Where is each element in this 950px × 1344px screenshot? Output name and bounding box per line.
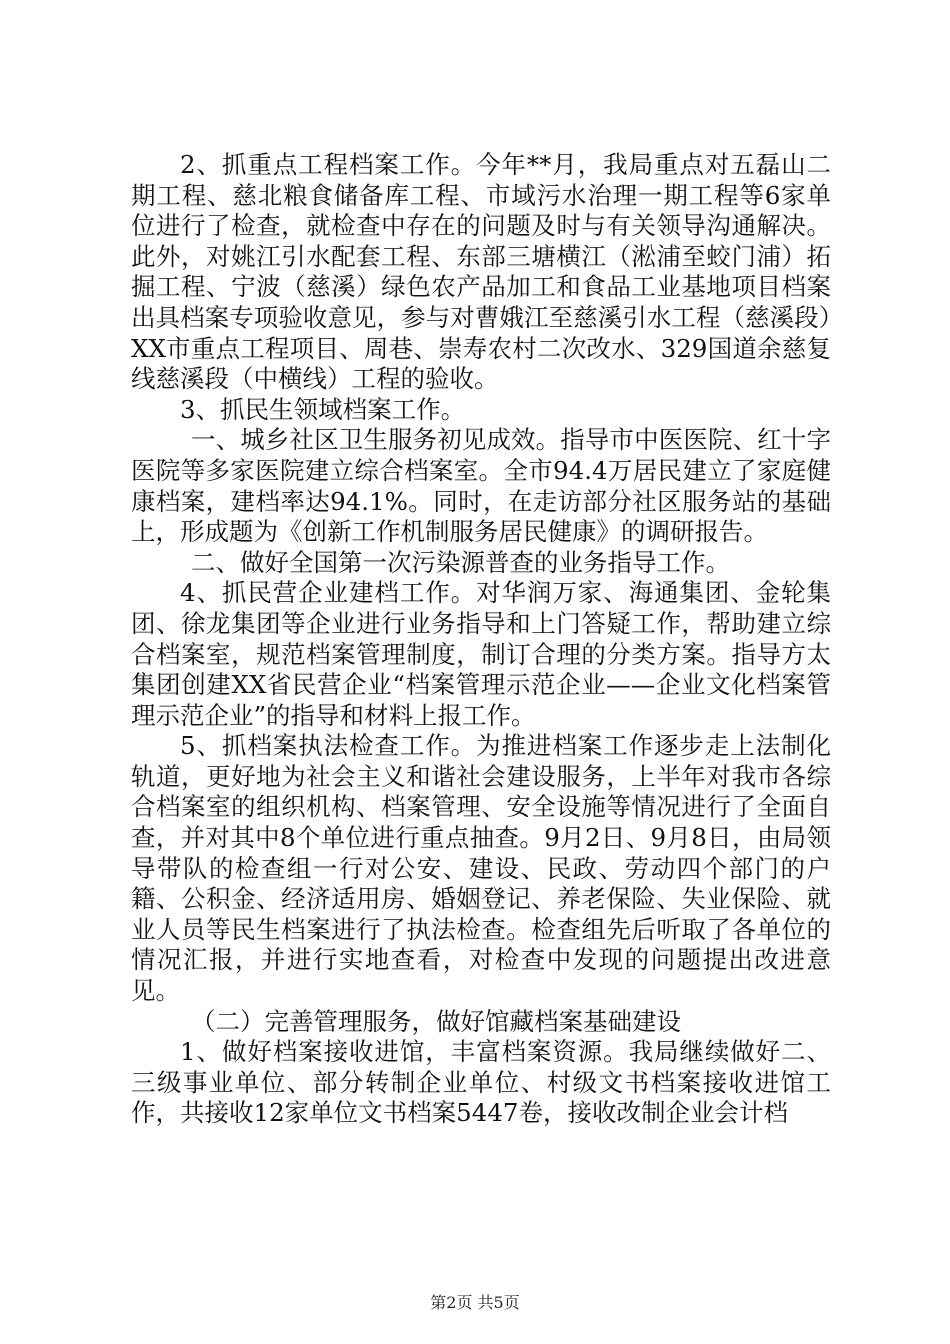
paragraph-pollution-census: 二、做好全国第一次污染源普查的业务指导工作。 [191,547,730,577]
document-body [131,150,831,1129]
paragraph-law-enforcement: 5、抓档案执法检查工作。为推进档案工作逐步走上法制化轨道，更好地为社会主义和谐社会建设服务，上半年对我市各综合档案室的组织机构、档案管理、安全设施等情况进行了全面自查，并对其中8个单位进行重点抽查。9月2日、9月8日，由局领导带队的检查组一行对公安、建设、民政、劳动四个部门的户籍、公积金、经济适用房、婚姻登记、养老保险、失业保险、就业人员等民生档案进行了执法检查。检查组先后听取了各单位的情况汇报，并进行实地查看，对检查中发现的问题提出改进意见。 [131,731,831,1006]
paragraph-livelihood-heading: 3、抓民生领域档案工作。 [180,394,466,424]
paragraph-private-enterprise: 4、抓民营企业建档工作。对华润万家、海通集团、金轮集团、徐龙集团等企业进行业务指导和上门答疑工作，帮助建立综合档案室，规范档案管理制度，制订合理的分类方案。指导方太集团创建XX省民营企业“档案管理示范企业——企业文化档案管理示范企业”的指导和材料上报工作。 [131,578,831,730]
section-heading-management: （二）完善管理服务，做好馆藏档案基础建设 [191,1006,681,1036]
paragraph-community-health: 一、城乡社区卫生服务初见成效。指导市中医医院、红十字医院等多家医院建立综合档案室。全市94.4万居民建立了家庭健康档案，建档率达94.1%。同时，在走访部分社区服务站的基础上，形成题为《创新工作机制服务居民健康》的调研报告。 [131,425,831,547]
paragraph-key-projects: 2、抓重点工程档案工作。今年**月，我局重点对五磊山二期工程、慈北粮食储备库工程、市域污水治理一期工程等6家单位进行了检查，就检查中存在的问题及时与有关领导沟通解决。此外，对姚江引水配套工程、东部三塘横江（淞浦至蛟门浦）拓掘工程、宁波（慈溪）绿色农产品加工和食品工业基地项目档案出具档案专项验收意见，参与对曹娥江至慈溪引水工程（慈溪段）XX市重点工程项目、周巷、崇寿农村二次改水、329国道余慈复线慈溪段（中横线）工程的验收。 [131,150,831,394]
paragraph-archive-intake: 1、做好档案接收进馆，丰富档案资源。我局继续做好二、三级事业单位、部分转制企业单位、村级文书档案接收进馆工作，共接收12家单位文书档案5447卷，接收改制企业会计档 [131,1037,831,1128]
page-footer: 第2页 共5页 [430,1293,520,1312]
